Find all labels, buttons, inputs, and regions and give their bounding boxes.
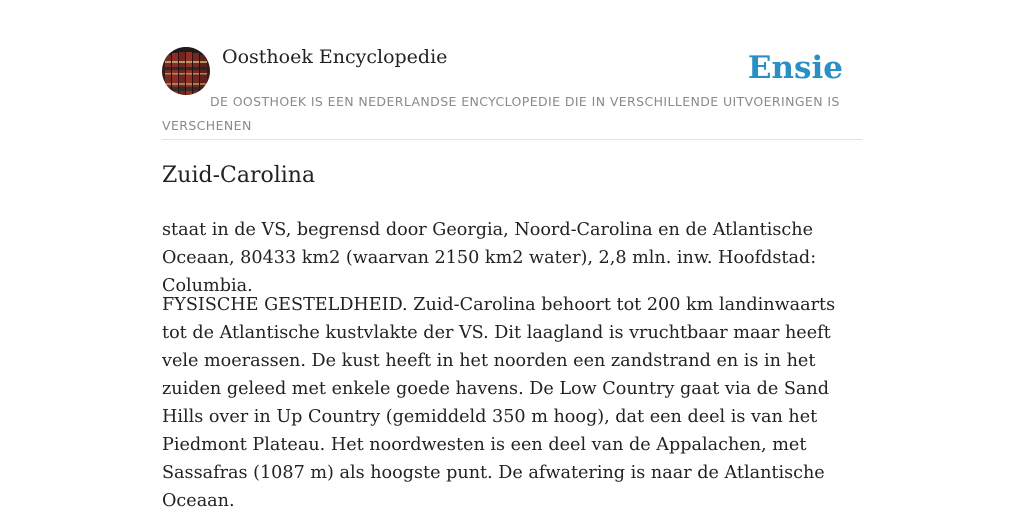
article-paragraph: staat in de VS, begrensd door Georgia, Noord-Carolina en de Atlantische Oceaan, 80433 km2 (waarvan 2150 km2 water), 2,8 mln. inw. Hoofdstad: Columbia. <box>162 220 817 296</box>
source-tagline: DE OOSTHOEK IS EEN NEDERLANDSE ENCYCLOPEDIE DIE IN VERSCHILLENDE UITVOERINGEN IS VERSCHENEN <box>162 94 840 133</box>
brand-logo[interactable]: Ensie <box>747 50 843 86</box>
source-name[interactable]: Oosthoek Encyclopedie <box>222 46 448 68</box>
header-divider <box>162 139 862 140</box>
avatar[interactable] <box>162 47 210 95</box>
encyclopedia-books-icon <box>162 47 210 95</box>
article-paragraph: FYSISCHE GESTELDHEID. Zuid-Carolina behoort tot 200 km landinwaarts tot de Atlantische kustvlakte der VS. Dit laagland is vruchtbaar maar heeft vele moerassen. De kust heeft in het noorden een zandstrand en is in het zuiden geleed met enkele goede havens. De Low Country gaat via de Sand Hills over in Up Country (gemiddeld 350 m hoog), dat een deel is van het Piedmont Plateau. Het noordwesten is een deel van de Appalachen, met Sassafras (1087 m) als hoogste punt. De afwatering is naar de Atlantische Oceaan. <box>162 295 836 511</box>
article-title: Zuid-Carolina <box>162 163 316 188</box>
